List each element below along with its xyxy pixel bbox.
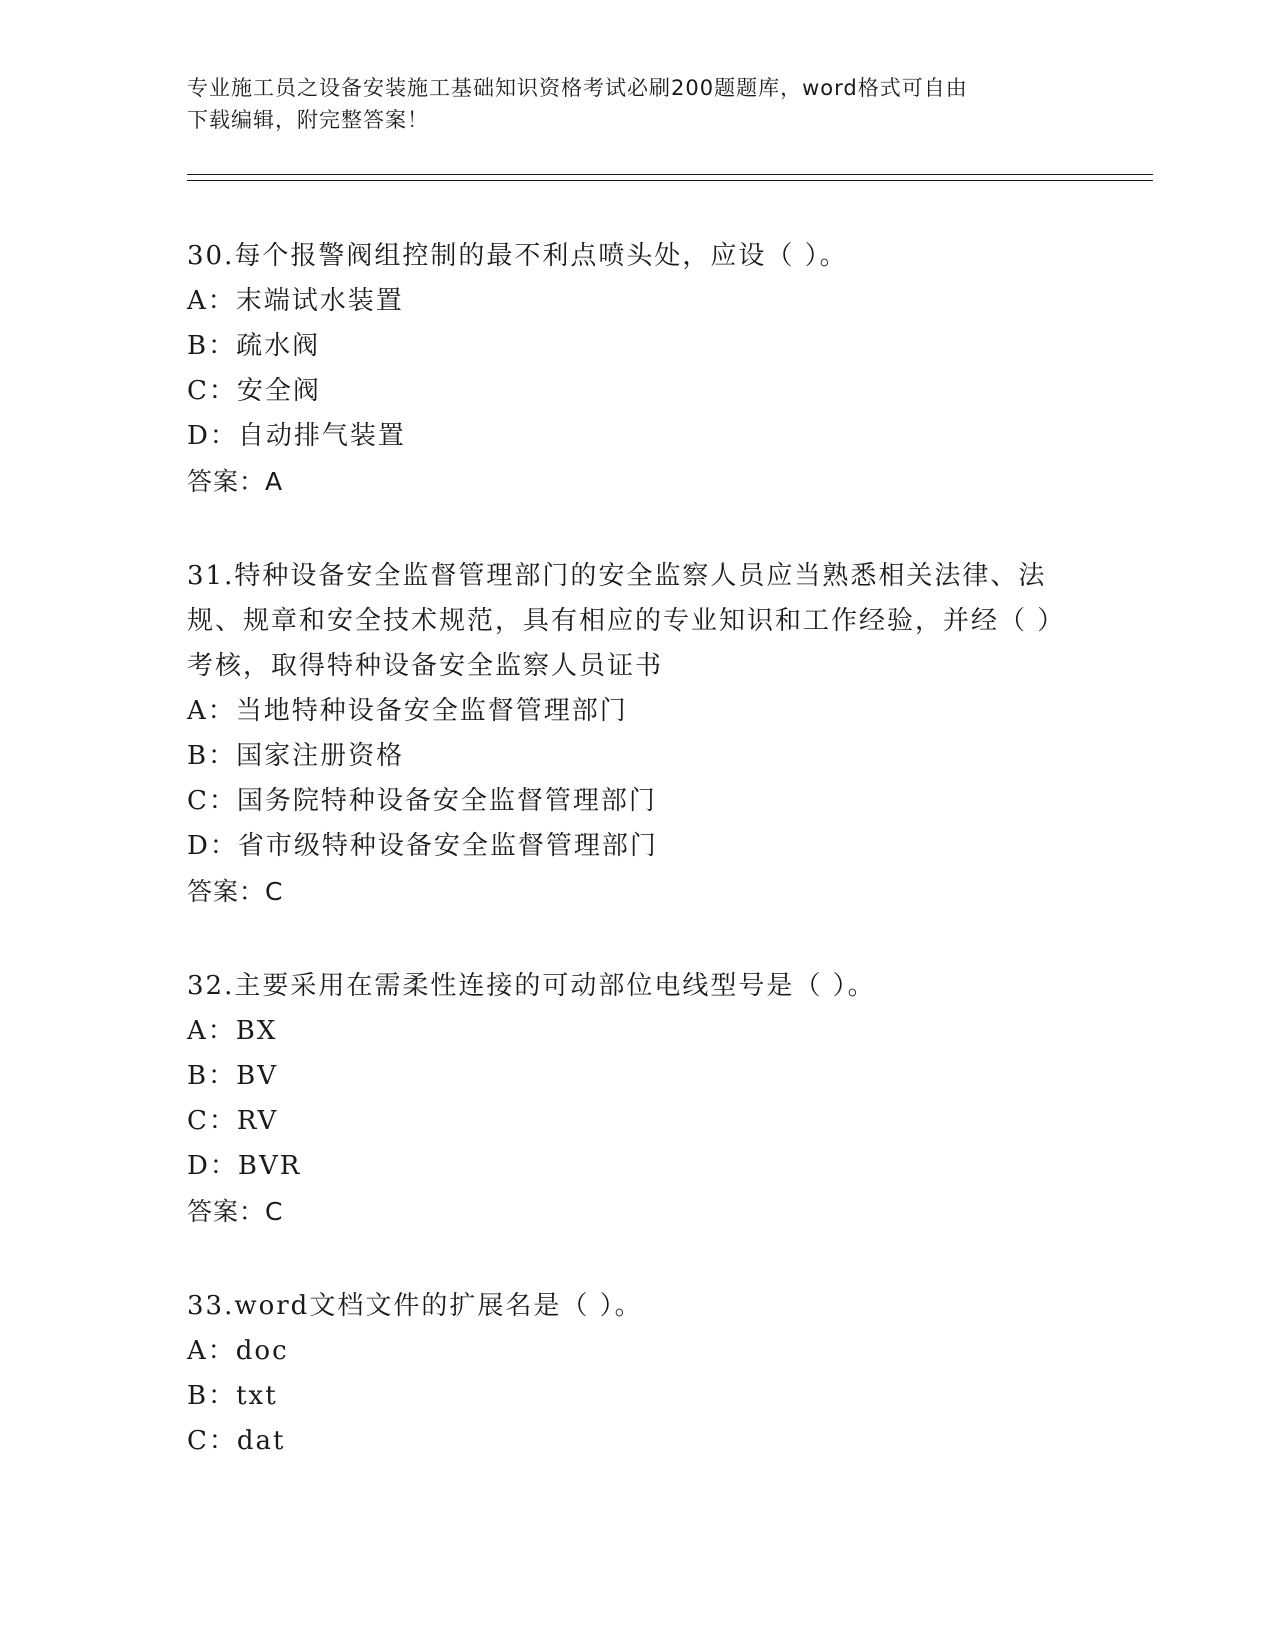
option-d: D：省市级特种设备安全监督管理部门 [187,831,658,861]
question-stem: 31.特种设备安全监督管理部门的安全监察人员应当熟悉相关法律、法规、规章和安全技术规范，具有相应的专业知识和工作经验，并经（ ）考核，取得特种设备安全监察人员证书 [187,561,1066,681]
option-b: B：BV [187,1061,278,1091]
answer: 答案：A [187,467,284,496]
question-33 [187,1284,1087,1464]
question-30 [187,234,1087,504]
header-rule-bottom [187,180,1153,181]
header-rule-top [187,174,1153,175]
option-b: B：国家注册资格 [187,741,405,771]
answer: 答案：C [187,877,284,906]
header-line-1: 专业施工员之设备安装施工基础知识资格考试必刷200题题库，word格式可自由 [187,76,968,100]
option-a: A：当地特种设备安全监督管理部门 [187,696,628,726]
question-stem: 32.主要采用在需柔性连接的可动部位电线型号是（ ）。 [187,971,876,1001]
question-stem: 30.每个报警阀组控制的最不利点喷头处，应设（ ）。 [187,241,848,271]
option-b: B：疏水阀 [187,331,321,361]
option-c: C：dat [187,1426,286,1456]
question-list [187,234,1087,1514]
option-d: D：自动排气装置 [187,421,406,451]
option-a: A：BX [187,1016,278,1046]
option-c: C：国务院特种设备安全监督管理部门 [187,786,657,816]
question-31 [187,554,1087,914]
option-b: B：txt [187,1381,278,1411]
option-a: A：doc [187,1336,289,1366]
option-d: D：BVR [187,1151,302,1181]
question-32 [187,964,1087,1234]
answer: 答案：C [187,1197,284,1226]
document-header [187,72,1067,136]
option-c: C：RV [187,1106,279,1136]
option-a: A：末端试水装置 [187,286,404,316]
question-stem: 33.word文档文件的扩展名是（ ）。 [187,1291,643,1321]
header-line-2: 下载编辑，附完整答案！ [187,108,429,132]
option-c: C：安全阀 [187,376,321,406]
